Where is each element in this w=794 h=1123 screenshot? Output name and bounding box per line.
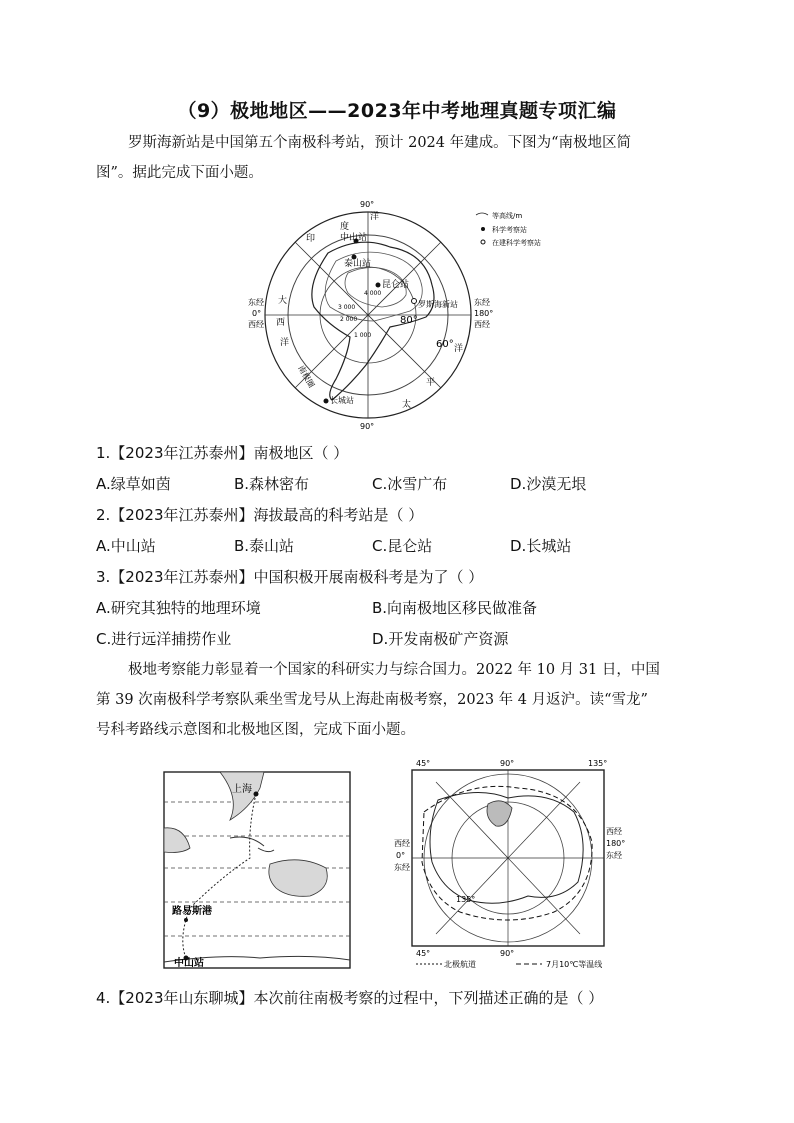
label-tai: 太 [402, 400, 412, 410]
intro-line: 第 39 次南极科学考察队乘坐雪龙号从上海赴南极考察，2023 年 4 月返沪。读“雪龙” [96, 692, 648, 708]
question-3-stem: 3.【2023年江苏泰州】中国积极开展南极科考是为了（ ） [96, 568, 484, 586]
route-map-svg [160, 768, 354, 974]
label-xi: 西 [276, 318, 286, 328]
label-east0: 东经 [394, 863, 410, 872]
label-west0: 西经 [248, 320, 264, 329]
label-e180: 180° [606, 839, 626, 848]
intro-line: 号科考路线示意图和北极地区图，完成下面小题。 [96, 722, 415, 738]
label-du: 度 [340, 222, 350, 232]
q1-option-d[interactable]: D.沙漠无垠 [510, 475, 587, 493]
label-east180: 东经 [606, 851, 622, 860]
label-ross-station: 罗斯海新站 [418, 300, 458, 309]
page-title: （9）极地地区——2023年中考地理真题专项汇编 [177, 100, 617, 122]
station-changcheng [324, 399, 329, 404]
question-2-stem: 2.【2023年江苏泰州】海拔最高的科考站是（ ） [96, 506, 424, 524]
label-taishan-station: 泰山站 [344, 259, 372, 269]
label-west180: 西经 [606, 827, 622, 836]
legend-iso-label: 7月10℃等温线 [546, 960, 603, 969]
label-deg60: 60° [436, 339, 454, 350]
label-west0: 西经 [394, 839, 410, 848]
label-east0: 东经 [248, 298, 264, 307]
question-1-stem: 1.【2023年江苏泰州】南极地区（ ） [96, 444, 349, 462]
route-map [160, 768, 354, 974]
label-contour-2000: 2 000 [340, 316, 358, 323]
label-n45: 45° [416, 759, 431, 768]
q2-option-d[interactable]: D.长城站 [510, 537, 572, 555]
legend-contour-label: 等高线/m [492, 212, 523, 220]
label-contour-3000: 3 000 [338, 304, 356, 311]
intro-line [96, 128, 696, 158]
intro-line: 图”。据此完成下面小题。 [96, 165, 263, 181]
q3-option-d[interactable]: D.开发南极矿产资源 [372, 630, 509, 648]
q2-option-a[interactable]: A.中山站 [96, 537, 156, 555]
intro-paragraph-1 [96, 128, 696, 188]
label-changcheng-station: 长城站 [330, 396, 354, 405]
antarctica-map [240, 195, 560, 435]
label-s135: 135° [456, 895, 476, 904]
legend-contour-icon [476, 213, 488, 215]
label-da: 大 [278, 296, 288, 306]
intro-line [96, 655, 696, 685]
label-yang2: 洋 [280, 338, 290, 348]
legend-station-icon [481, 227, 485, 231]
intro-text: 极地考察能力彰显着一个国家的科研实力与综合国力。2022 年 10 月 31 日，中国 [128, 662, 660, 678]
label-shanghai: 上海 [232, 784, 252, 795]
label-yin: 印 [306, 234, 316, 244]
q1-option-b[interactable]: B.森林密布 [234, 475, 310, 493]
arctic-map-svg [378, 752, 638, 974]
label-s90: 90° [360, 422, 375, 431]
label-zhongshan-station: 中山站 [340, 233, 368, 243]
station-ross [412, 299, 417, 304]
label-n90: 90° [500, 759, 515, 768]
station-kunlun [376, 283, 381, 288]
legend-route-label: 北极航道 [444, 960, 476, 969]
shanghai-marker [254, 792, 259, 797]
legend-new-station-label: 在建科学考察站 [492, 239, 541, 247]
intro-text: 罗斯海新站是中国第五个南极科考站，预计 2024 年建成。下图为“南极地区简 [128, 135, 632, 151]
meridians [265, 212, 471, 418]
label-antarctic-circle: 南极圈 [296, 364, 317, 390]
label-zero: 0° [396, 851, 406, 860]
legend-new-station-icon [481, 240, 485, 244]
label-yang1: 洋 [370, 212, 380, 222]
question-4-stem: 4.【2023年山东聊城】本次前往南极考察的过程中，下列描述正确的是（ ） [96, 989, 604, 1007]
label-s45: 45° [416, 949, 431, 958]
label-n90: 90° [360, 200, 375, 209]
q3-option-a[interactable]: A.研究其独特的地理环境 [96, 599, 261, 617]
label-e180: 180° [474, 309, 494, 318]
intro-paragraph-2 [96, 655, 696, 745]
q2-option-b[interactable]: B.泰山站 [234, 537, 295, 555]
label-s90: 90° [500, 949, 515, 958]
label-zhongshan: 中山站 [174, 958, 204, 969]
label-ludesi: 路易斯港 [172, 906, 212, 917]
arctic-map [378, 752, 638, 974]
ludesi-marker [184, 918, 188, 922]
q3-option-b[interactable]: B.向南极地区移民做准备 [372, 599, 538, 617]
label-contour-4000: 4 000 [364, 290, 382, 297]
legend-station-label: 科学考察站 [492, 226, 527, 234]
label-kunlun-station: 昆仑站 [382, 280, 410, 290]
label-west180: 西经 [474, 320, 490, 329]
label-deg80: 80° [400, 315, 418, 326]
q1-option-c[interactable]: C.冰雪广布 [372, 475, 448, 493]
label-east180: 东经 [474, 298, 490, 307]
antarctica-map-svg [240, 195, 560, 435]
q3-option-c[interactable]: C.进行远洋捕捞作业 [96, 630, 232, 648]
q1-option-a[interactable]: A.绿草如茵 [96, 475, 171, 493]
label-ping: 平 [426, 378, 436, 388]
q2-option-c[interactable]: C.昆仑站 [372, 537, 433, 555]
label-contour-1000: 1 000 [354, 332, 372, 339]
label-yang3: 洋 [454, 344, 464, 354]
label-zero: 0° [252, 309, 262, 318]
label-n135: 135° [588, 759, 608, 768]
